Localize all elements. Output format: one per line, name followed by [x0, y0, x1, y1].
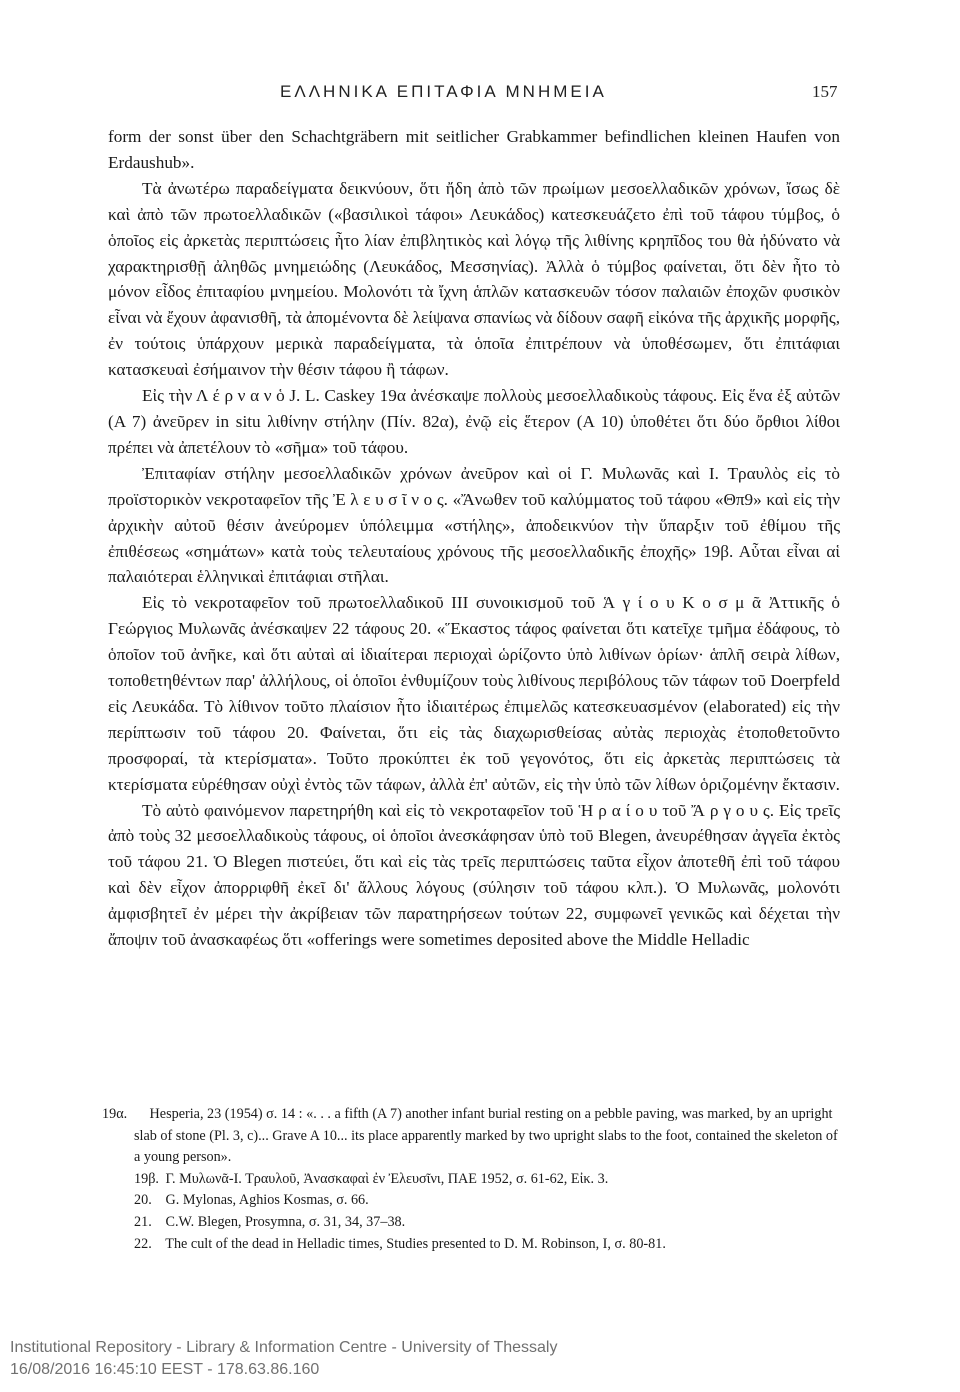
footnote-22: [108, 1234, 840, 1256]
paragraph-4: Ἐπιταφίαν στήλην μεσοελλαδικῶν χρόνων ἀνεῦρον καὶ οἱ Γ. Μυλωνᾶς καὶ Ι. Τραυλὸς εἰς τὸ προϊστορικὸν νεκροταφεῖον τῆς Ἐ λ ε υ σ ῖ ν ο ς. «Ἄνωθεν τοῦ καλύμματος τοῦ τάφου «Θπ9» καὶ εἰς τὴν ἀρχικὴν αὐτοῦ θέσιν ἀνεύρομεν ὑπόλειμμα «στήλης», ἀποδεικνύον τὴν ὕπαρξιν τοῦ ἐθίμου τῆς ἐπιθέσεως «σημάτων» κατὰ τοὺς τελευταίους χρόνους τῆς μεσοελλαδικῆς ἐποχῆς» 19β. Αὗται εἶναι αἱ παλαιότεραι ἑλληνικαὶ ἐπιτάφιαι στῆλαι.: [108, 463, 840, 587]
footnote-19a: [102, 1104, 840, 1169]
paragraph-5: Εἰς τὸ νεκροταφεῖον τοῦ πρωτοελλαδικοῦ III συνοικισμοῦ τοῦ Ἁ γ ί ο υ Κ ο σ μ ᾶ Ἀττικῆς ὁ Γεώργιος Μυλωνᾶς ἀνέσκαψεν 22 τάφους 20. «Ἕκαστος τάφος φαίνεται ὅτι κατεῖχε τμῆμα ἐδάφους, τὸ ὁποῖον τοῦ ἀνῆκε, καὶ ὅτι αὐταὶ αἱ ἰδιαίτεραι περιοχαὶ ὡρίζοντο ὑπὸ λιθίνων ὁρίων· ἁπλῆ σειρὰ λίθων, τοποθετηθέντων παρ' ἀλλήλους, οἱ ὁποῖοι ἐνθυμίζουν τοὺς λιθίνους περιβόλους τῶν τάφων τοῦ Doerpfeld εἰς Λευκάδα. Τὸ λίθινον τοῦτο πλαίσιον ἦτο ἰδιαιτέρως ἐπιμελῶς κατεσκευασμένον (elaborated) εἰς τὴν περίπτωσιν τοῦ τάφου 20. Φαίνεται, ὅτι εἰς τὰς διαχωρισθείσας αὐτὰς περιοχὰς ἐτοποθετοῦντο προσφοραί, τὰ κτερίσματα». Τοῦτο προκύπτει ἐκ τοῦ γεγονότος, ὅτι εἰς ἀρκετὰς περιπτώσεις τὰ κτερίσματα εὑρέθησαν οὐχὶ ἐντὸς τῶν τάφων, ἀλλὰ ἐπ' αὐτῶν, εἰς τὴν ὑπὸ τῶν λίθων ὁριζομένην ἔκτασιν.: [108, 593, 840, 794]
footnote-text: C.W. Blegen, Prosymna, σ. 31, 34, 37–38.: [165, 1213, 406, 1230]
footnotes: [102, 1104, 840, 1255]
repository-line: Institutional Repository - Library & Information Centre - University of Thessaly: [10, 1339, 558, 1356]
paragraph-3: Εἰς τὴν Λ έ ρ ν α ν ὁ J. L. Caskey 19α ἀνέσκαψε πολλοὺς μεσοελλαδικοὺς τάφους. Εἰς ἕνα ἐξ αὐτῶν (A 7) ἀνεῦρεν in situ λιθίνην στήλην (Πίν. 82α), ἐνῷ εἰς ἕτερον (A 10) ὑποθέτει ὅτι δύο ὄρθιοι λίθοι πρέπει νὰ ἀπετέλουν τὸ «σῆμα» τοῦ τάφου.: [108, 386, 840, 457]
footnote-20: [108, 1190, 840, 1212]
running-head: [0, 78, 960, 108]
footnote-19b: [108, 1169, 840, 1191]
footnote-number: 22.: [134, 1235, 152, 1252]
footnote-text: The cult of the dead in Helladic times, Studies presented to D. M. Robinson, I, σ. 80-81.: [165, 1235, 666, 1252]
footnote-21: [108, 1212, 840, 1234]
repository-stamp: [10, 1337, 557, 1381]
running-title: ΕΛΛΗΝΙΚΑ ΕΠΙΤΑΦΙΑ ΜΝΗΜΕΙΑ: [280, 82, 607, 101]
paragraph-6: Τὸ αὐτὸ φαινόμενον παρετηρήθη καὶ εἰς τὸ νεκροταφεῖον τοῦ Ἡ ρ α ί ο υ τοῦ Ἄ ρ γ ο υ ς. Εἰς τρεῖς ἀπὸ τοὺς 32 μεσοελλαδικοὺς τάφους, οἱ ὁποῖοι ἀνεσκάφησαν ὑπὸ τοῦ Blegen, ἀνευρέθησαν ἀγγεῖα ἐκτὸς τοῦ τάφου 21. Ὁ Blegen πιστεύει, ὅτι καὶ εἰς τὰς τρεῖς περιπτώσεις ταῦτα εἶχον ἀποτεθῆ ἐπὶ τοῦ τάφου καὶ δὲν εἶχον ἀπορριφθῆ ἐκεῖ δι' ἄλλους λόγους (σύλησιν τοῦ τάφου κλπ.). Ὁ Μυλωνᾶς, μολονότι ἀμφισβητεῖ ἐν μέρει τὴν ἀκρίβειαν τῶν παρατηρήσεων τούτων 22, συμφωνεῖ γενικῶς καὶ δέχεται τὴν ἄποψιν τοῦ ἀνασκαφέως ὅτι «offerings were sometimes deposited above the Middle Helladic: [108, 800, 840, 950]
footnote-number: 19β.: [134, 1170, 159, 1187]
footnote-number: 20.: [134, 1192, 152, 1209]
footnote-number: 19α.: [102, 1106, 128, 1122]
footnote-text: Γ. Μυλωνᾶ-Ι. Τραυλοῦ, Ἀνασκαφαὶ ἐν Ἐλευσῖνι, ΠΑΕ 1952, σ. 61-62, Εἰκ. 3.: [165, 1170, 609, 1187]
footnote-text: G. Mylonas, Aghios Kosmas, σ. 66.: [165, 1192, 369, 1209]
access-timestamp: 16/08/2016 16:45:10 EEST - 178.63.86.160: [10, 1361, 320, 1378]
footnote-number: 21.: [134, 1213, 152, 1230]
page-number: 157: [812, 82, 838, 101]
body-text: [108, 124, 840, 953]
footnote-text: Hesperia, 23 (1954) σ. 14 : «. . . a fifth (A 7) another infant burial resting on a pebble paving, was marked, by an upright slab of stone (Pl. 3, c)... Grave A 10... its place apparently marked by two upright slabs to the foot, contained the skeleton of a young person».: [134, 1106, 838, 1166]
paragraph-1: form der sonst über den Schachtgräbern mit seitlicher Grabkammer befindlichen kleinen Haufen von Erdaushub».: [108, 127, 840, 172]
paragraph-2: Τὰ ἀνωτέρω παραδείγματα δεικνύουν, ὅτι ἤδη ἀπὸ τῶν πρωίμων μεσοελλαδικῶν χρόνων, ἴσως δὲ καὶ ἀπὸ τῶν πρωτοελλαδικῶν («βασιλικοὶ τάφοι» Λευκάδος) κατεσκευάζετο ἐπὶ τοῦ τάφου τύμβος, ὁ ὁποῖος εἰς ἀρκετὰς περιπτώσεις ἦτο λίαν ἐπιβλητικὸς καὶ λόγῳ τῆς λιθίνης κρηπῖδος του θὰ ἠδύνατο νὰ χαρακτηρισθῇ ἀληθῶς μνημειώδης (Λευκάδος, Μεσσηνίας). Ἀλλὰ ὁ τύμβος φαίνεται, ὅτι δὲν ἦτο τὸ μόνον εἶδος ἐπιταφίου μνημείου. Μολονότι τὰ ἴχνη ἁπλῶν κατασκευῶν τόσον παλαιῶν ἐποχῶν φυσικὸν εἶναι νὰ ἔχουν ἀφανισθῆ, τὰ ἀπομένοντα δὲ λείψανα σπανίως νὰ δίδουν σαφῆ εἰκόνα τῆς ἀρχικῆς μορφῆς, ἐν τούτοις ὑπάρχουν μερικὰ παραδείγματα, τὰ ὁποῖα ἐπιτρέπουν νὰ ὑποθέσωμεν, ὅτι ἐπιτάφιαι κατασκευαὶ ἐσήμαινον τὴν θέσιν τάφου ἢ τάφων.: [108, 178, 840, 380]
